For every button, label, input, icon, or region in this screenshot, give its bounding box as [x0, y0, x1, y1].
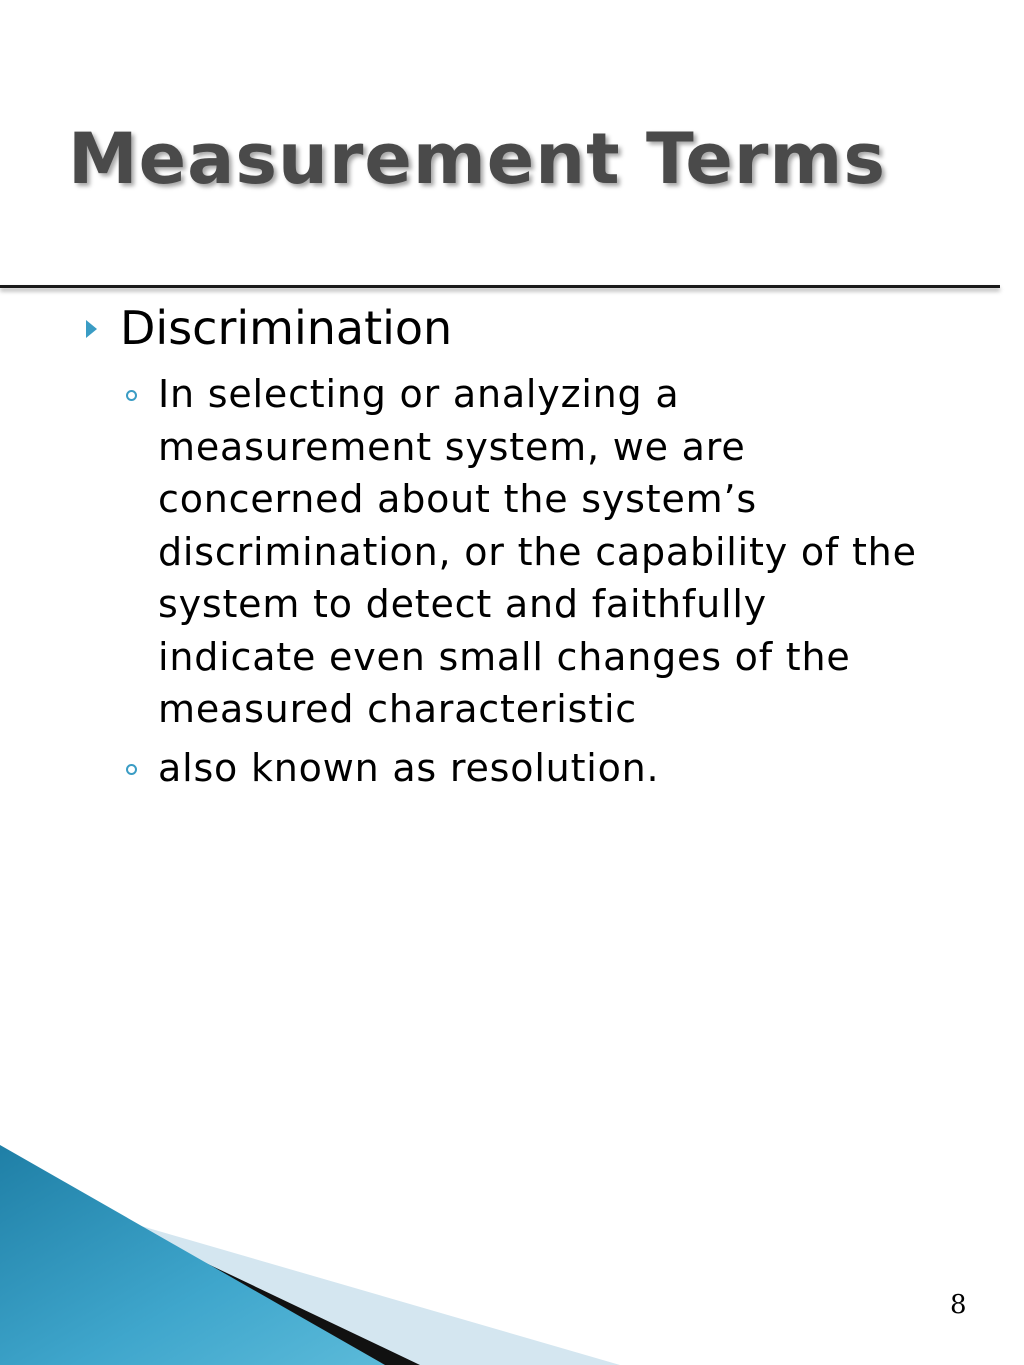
slide-number: 8 — [950, 1290, 967, 1320]
sub-bullet-definition — [0, 368, 918, 736]
sub-bullet-text: In selecting or analyzing a measurement system, we are concerned about the system’s discrimination, or the capability of the system to detect and faithfully indicate even small changes of the measured characteristic — [158, 372, 917, 731]
slide-title: Measurement Terms — [68, 118, 887, 200]
teal-wedge-shape — [0, 1145, 385, 1365]
sub-bullet-text: also known as resolution. — [158, 745, 660, 790]
sub-bullet-resolution — [0, 742, 1024, 795]
triangle-bullet-icon — [86, 320, 97, 338]
circle-bullet-icon — [126, 390, 137, 401]
circle-bullet-icon — [126, 764, 137, 775]
title-divider — [0, 285, 1000, 288]
bullet-discrimination — [0, 300, 1024, 356]
corner-decoration — [0, 1145, 620, 1365]
slide-body — [0, 300, 1024, 794]
bullet-text: Discrimination — [120, 301, 453, 355]
